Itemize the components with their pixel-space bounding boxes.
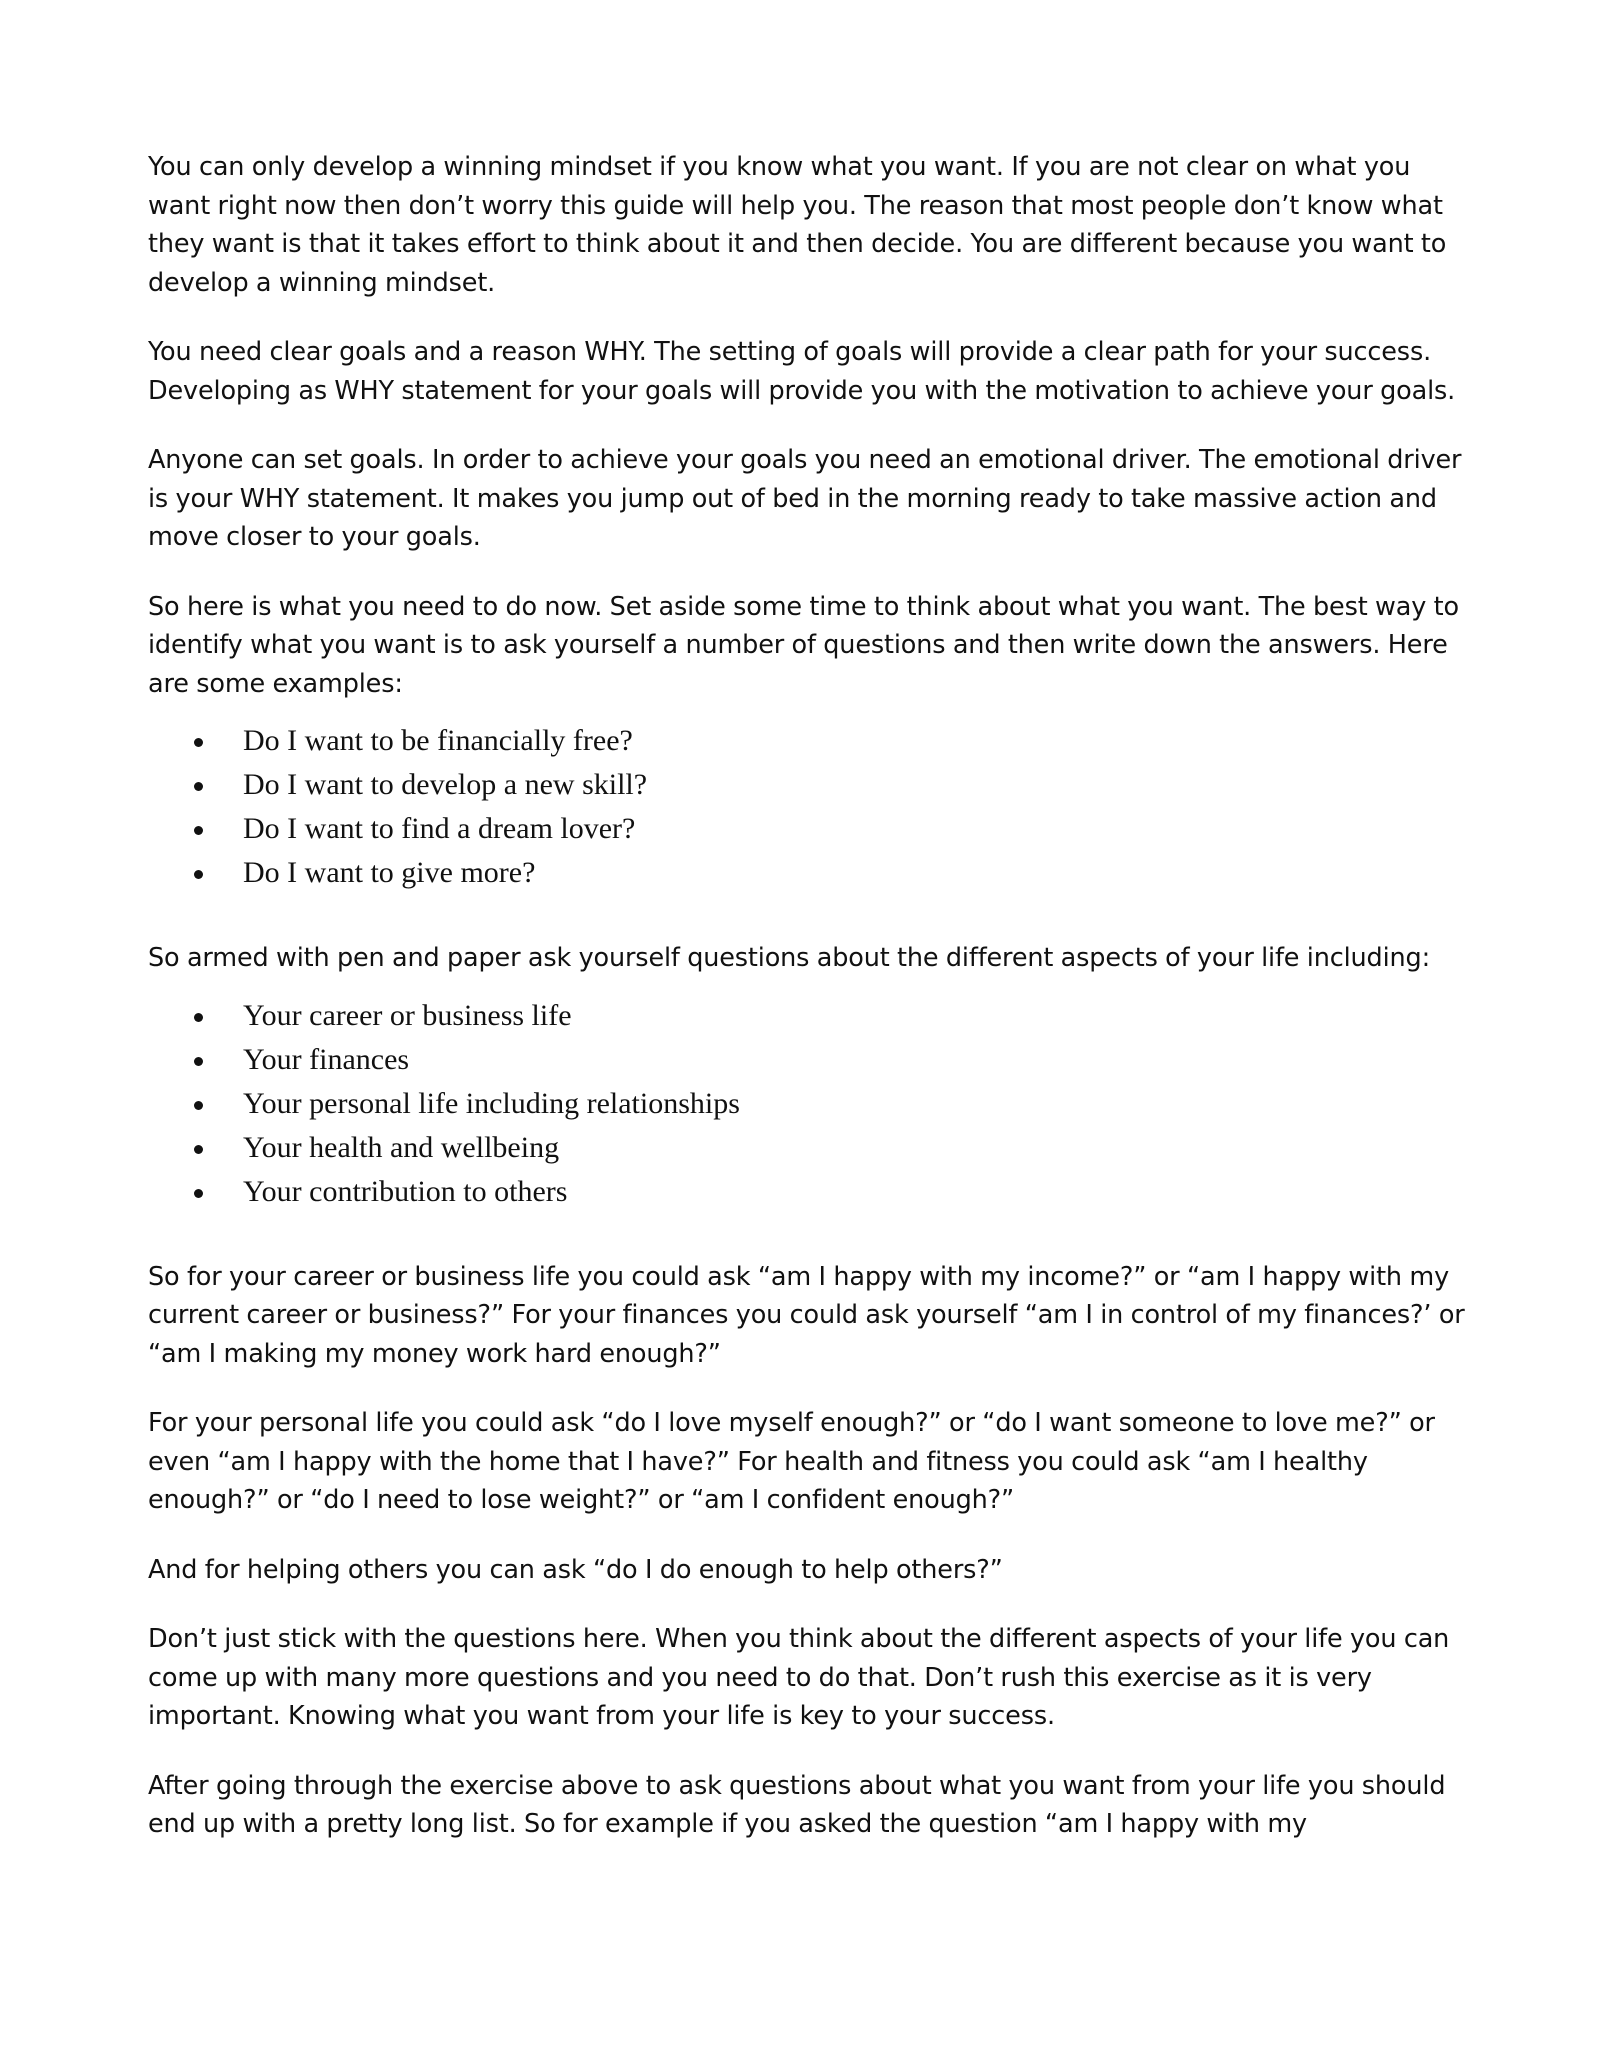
paragraph-emotional-driver: Anyone can set goals. In order to achieve your goals you need an emotional driver. The emotional driver is your WHY statement. It makes you jump out of bed in the morning ready to take massive action and move closer to your goals.	[148, 445, 1462, 552]
bullet-icon	[194, 1145, 203, 1154]
list-item	[148, 1038, 1468, 1082]
list-item-text: Your finances	[243, 1042, 410, 1076]
list-item	[148, 1082, 1468, 1126]
list-item	[148, 994, 1468, 1038]
paragraph-personal-health: For your personal life you could ask “do I love myself enough?” or “do I want someone to love me?” or even “am I happy with the home that I have?” For health and fitness you could ask “am I healthy enough?” or “do I need to lose weight?” or “am I confident enough?”	[148, 1408, 1435, 1515]
bullet-icon	[194, 1013, 203, 1022]
list-item-text: Do I want to find a dream lover?	[243, 812, 636, 845]
bullet-icon	[194, 870, 203, 879]
list-item-text: Do I want to be financially free?	[243, 724, 633, 757]
list-item-text: Your contribution to others	[243, 1174, 568, 1208]
list-item-text: Do I want to give more?	[243, 856, 536, 889]
bullet-icon	[194, 738, 203, 747]
list-item	[148, 807, 1468, 851]
bullet-icon	[194, 1101, 203, 1110]
list-item-text: Your personal life including relationships	[243, 1086, 740, 1120]
list-item-text: Your career or business life	[243, 998, 572, 1032]
paragraph-more-questions: Don’t just stick with the questions here. When you think about the different aspects of your life you can come up with many more questions and you need to do that. Don’t rush this exercise as it is very important. Knowing what you want from your life is key to your success.	[148, 1624, 1450, 1731]
list-item-text: Do I want to develop a new skill?	[243, 768, 648, 801]
list-item	[148, 763, 1468, 807]
paragraph-what-to-do: So here is what you need to do now. Set aside some time to think about what you want. The best way to identify what you want is to ask yourself a number of questions and then write down the answers. Here are some examples:	[148, 591, 1459, 699]
paragraph-helping-others: And for helping others you can ask “do I do enough to help others?”	[148, 1554, 1003, 1585]
document-page	[148, 148, 1468, 1875]
list-item	[148, 1170, 1468, 1214]
aspects-list	[148, 994, 1468, 1214]
bullet-icon	[194, 782, 203, 791]
list-item	[148, 719, 1468, 763]
bullet-icon	[194, 826, 203, 835]
paragraph-long-list: After going through the exercise above to ask questions about what you want from your life you should end up with a pretty long list. So for example if you asked the question “am I happy with my	[148, 1770, 1446, 1839]
paragraph-clear-goals: You need clear goals and a reason WHY. The setting of goals will provide a clear path for your success. Developing as WHY statement for your goals will provide you with the motivation to achieve your goals.	[148, 337, 1456, 406]
list-item	[148, 851, 1468, 895]
paragraph-aspects-intro: So armed with pen and paper ask yourself questions about the different aspects of your life including:	[148, 943, 1431, 973]
paragraph-career-finances: So for your career or business life you could ask “am I happy with my income?” or “am I happy with my current career or business?” For your finances you could ask yourself “am I in control of my finances?’ or “am I making my money work hard enough?”	[148, 1261, 1465, 1369]
list-item	[148, 1126, 1468, 1170]
bullet-icon	[194, 1189, 203, 1198]
list-item-text: Your health and wellbeing	[243, 1130, 560, 1164]
paragraph-winning-mindset: You can only develop a winning mindset if you know what you want. If you are not clear on what you want right now then don’t worry this guide will help you. The reason that most people don’t know what they want is that it takes effort to think about it and then decide. You are different because you want to develop a winning mindset.	[148, 152, 1447, 298]
questions-list	[148, 719, 1468, 895]
bullet-icon	[194, 1057, 203, 1066]
